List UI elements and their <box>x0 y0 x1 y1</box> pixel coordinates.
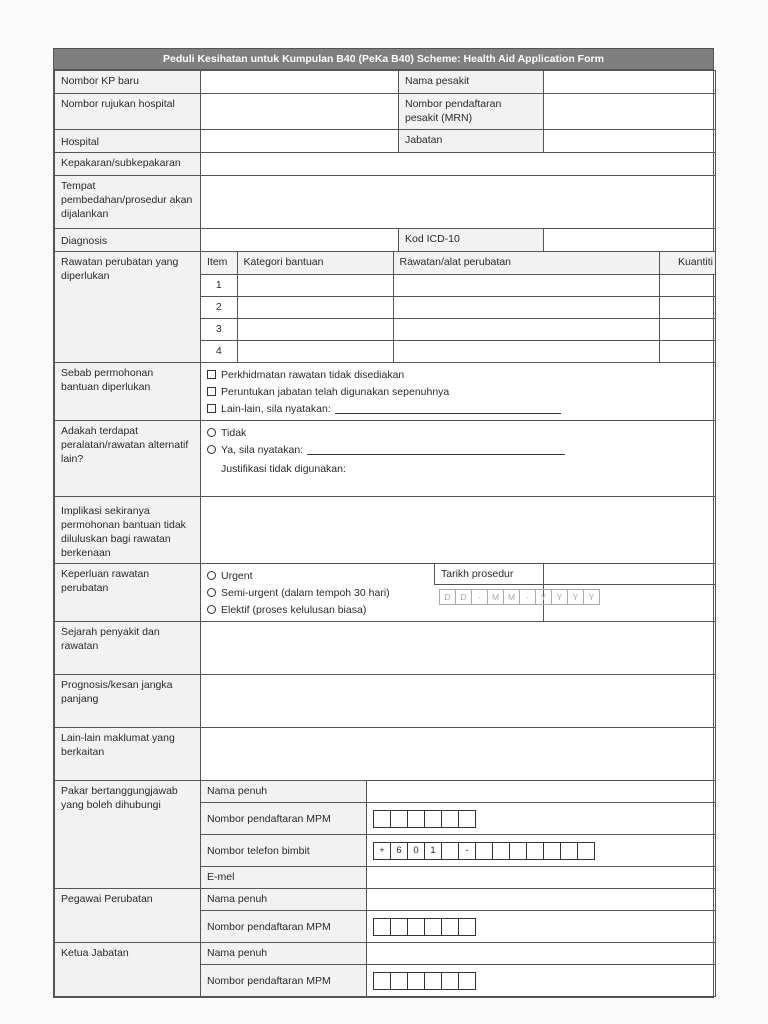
pakar-nama-label: Nama penuh <box>201 781 367 803</box>
option-label: Elektif (proses kelulusan biasa) <box>221 603 367 616</box>
mpm-box[interactable] <box>458 810 476 828</box>
date-box[interactable]: Y <box>535 589 552 605</box>
date-box[interactable]: M <box>503 589 520 605</box>
pakar-emel-field[interactable] <box>367 867 716 889</box>
mpm-box[interactable] <box>424 972 442 990</box>
checkbox-icon[interactable] <box>207 387 216 396</box>
date-box[interactable]: M <box>487 589 504 605</box>
rawatan-field[interactable] <box>393 318 659 340</box>
pegawai-mpm-label: Nombor pendaftaran MPM <box>201 911 367 943</box>
date-box[interactable]: Y <box>583 589 600 605</box>
sebab-option-3[interactable] <box>207 400 709 417</box>
nombor-pendaftaran-field[interactable] <box>544 94 716 130</box>
pegawai-nama-field[interactable] <box>367 889 716 911</box>
rawatan-field[interactable] <box>393 274 659 296</box>
mpm-boxes[interactable] <box>373 918 709 936</box>
mpm-boxes[interactable] <box>373 972 709 990</box>
alternatif-other-line[interactable] <box>307 444 565 455</box>
sebab-options <box>201 363 716 421</box>
kepakaran-label: Kepakaran/subkepakaran <box>55 153 201 176</box>
phone-box[interactable] <box>475 842 493 860</box>
rawatan-table <box>201 252 716 362</box>
alternatif-label: Adakah terdapat peralatan/rawatan alternatif lain? <box>55 421 201 497</box>
option-label: Urgent <box>221 569 253 582</box>
form-title: Peduli Kesihatan untuk Kumpulan B40 (PeKa B40) Scheme: Health Aid Application Form <box>54 49 713 70</box>
pakar-telefon-label: Nombor telefon bimbit <box>201 835 367 867</box>
sebab-option-2[interactable] <box>207 383 709 400</box>
option-label: Tidak <box>221 426 247 439</box>
mpm-box[interactable] <box>458 918 476 936</box>
phone-box: + <box>373 842 391 860</box>
mpm-box[interactable] <box>390 972 408 990</box>
phone-box[interactable] <box>526 842 544 860</box>
rawatan-header-row <box>201 252 716 274</box>
implikasi-label: Implikasi sekiranya permohonan bantuan tidak diluluskan bagi rawatan berkenaan <box>55 497 201 564</box>
rawatan-header-kategori: Kategori bantuan <box>237 252 393 274</box>
mpm-box[interactable] <box>390 918 408 936</box>
mpm-box[interactable] <box>373 972 391 990</box>
item-number: 3 <box>201 318 237 340</box>
rawatan-field[interactable] <box>393 296 659 318</box>
kuantiti-field[interactable] <box>659 274 716 296</box>
alternatif-option-tidak[interactable] <box>207 424 709 441</box>
item-number: 2 <box>201 296 237 318</box>
date-box[interactable]: Y <box>567 589 584 605</box>
table-row <box>201 296 716 318</box>
alternatif-option-ya[interactable] <box>207 441 709 458</box>
ketua-nama-label: Nama penuh <box>201 943 367 965</box>
table-row <box>201 340 716 362</box>
keperluan-label: Keperluan rawatan perubatan <box>55 564 201 622</box>
radio-icon[interactable] <box>207 605 216 614</box>
pegawai-label: Pegawai Perubatan <box>55 889 201 943</box>
pegawai-nama-label: Nama penuh <box>201 889 367 911</box>
pakar-nama-field[interactable] <box>367 781 716 803</box>
kod-icd-label: Kod ICD-10 <box>399 229 544 252</box>
tempat-label: Tempat pembedahan/prosedur akan dijalankan <box>55 176 201 229</box>
kategori-field[interactable] <box>237 318 393 340</box>
rawatan-header-item: Item <box>201 252 237 274</box>
item-number: 4 <box>201 340 237 362</box>
radio-icon[interactable] <box>207 428 216 437</box>
sebab-other-line[interactable] <box>335 403 561 414</box>
option-label: Ya, sila nyatakan: <box>221 443 304 456</box>
nama-pesakit-label: Nama pesakit <box>399 71 544 94</box>
jabatan-label: Jabatan <box>399 130 544 153</box>
justifikasi-label: Justifikasi tidak digunakan: <box>221 463 346 475</box>
radio-icon[interactable] <box>207 571 216 580</box>
rawatan-field[interactable] <box>393 340 659 362</box>
sebab-label: Sebab permohonan bantuan diperlukan <box>55 363 201 421</box>
lainlain-label: Lain-lain maklumat yang berkaitan <box>55 728 201 781</box>
phone-box: 6 <box>390 842 408 860</box>
prognosis-field[interactable] <box>201 675 716 728</box>
pakar-mpm-field[interactable] <box>367 803 716 835</box>
pakar-label: Pakar bertanggungjawab yang boleh dihubungi <box>55 781 201 889</box>
nombor-pendaftaran-label: Nombor pendaftaran pesakit (MRN) <box>399 94 544 130</box>
phone-box: 0 <box>407 842 425 860</box>
table-row <box>201 274 716 296</box>
rawatan-cell <box>201 252 716 363</box>
hospital-field[interactable] <box>201 130 399 153</box>
application-form <box>53 48 714 998</box>
option-label: Semi-urgent (dalam tempoh 30 hari) <box>221 586 390 599</box>
rawatan-header-rawatan: Rawatan/alat perubatan <box>393 252 659 274</box>
nombor-kp-label: Nombor KP baru <box>55 71 201 94</box>
mpm-box[interactable] <box>407 972 425 990</box>
table-row <box>201 318 716 340</box>
prognosis-label: Prognosis/kesan jangka panjang <box>55 675 201 728</box>
jabatan-field[interactable] <box>544 130 716 153</box>
nombor-rujukan-label: Nombor rujukan hospital <box>55 94 201 130</box>
mpm-box[interactable] <box>407 918 425 936</box>
ketua-label: Ketua Jabatan <box>55 943 201 997</box>
telefon-boxes[interactable] <box>373 842 709 860</box>
implikasi-field[interactable] <box>201 497 716 564</box>
kepakaran-field[interactable] <box>201 153 716 176</box>
tarikh-boxes[interactable] <box>439 589 715 605</box>
phone-box[interactable] <box>560 842 578 860</box>
radio-icon[interactable] <box>207 588 216 597</box>
pakar-mpm-label: Nombor pendaftaran MPM <box>201 803 367 835</box>
date-box[interactable]: D <box>439 589 456 605</box>
mpm-box[interactable] <box>441 972 459 990</box>
mpm-box[interactable] <box>390 810 408 828</box>
phone-box[interactable] <box>543 842 561 860</box>
kuantiti-field[interactable] <box>659 340 716 362</box>
ketua-mpm-field[interactable] <box>367 965 716 997</box>
phone-box: 1 <box>424 842 442 860</box>
mpm-box[interactable] <box>373 810 391 828</box>
mpm-box[interactable] <box>458 972 476 990</box>
nombor-rujukan-field[interactable] <box>201 94 399 130</box>
kategori-field[interactable] <box>237 296 393 318</box>
phone-box: - <box>458 842 476 860</box>
date-box: - <box>471 589 488 605</box>
pakar-emel-label: E-mel <box>201 867 367 889</box>
mpm-box[interactable] <box>373 918 391 936</box>
item-number: 1 <box>201 274 237 296</box>
date-box[interactable]: Y <box>551 589 568 605</box>
tarikh-cell <box>441 564 716 622</box>
mpm-box[interactable] <box>407 810 425 828</box>
hospital-label: Hospital <box>55 130 201 153</box>
kuantiti-field[interactable] <box>659 296 716 318</box>
form-table <box>54 70 716 997</box>
tarikh-label: Tarikh prosedur <box>434 564 715 585</box>
lainlain-field[interactable] <box>201 728 716 781</box>
ketua-nama-field[interactable] <box>367 943 716 965</box>
phone-box[interactable] <box>441 842 459 860</box>
alternatif-options <box>201 421 716 497</box>
checkbox-icon[interactable] <box>207 370 216 379</box>
mpm-boxes[interactable] <box>373 810 709 828</box>
diagnosis-field[interactable] <box>201 229 399 252</box>
date-box: - <box>519 589 536 605</box>
pakar-telefon-field[interactable] <box>367 835 716 867</box>
tempat-field[interactable] <box>201 176 716 229</box>
date-box[interactable]: D <box>455 589 472 605</box>
mpm-box[interactable] <box>424 918 442 936</box>
phone-box[interactable] <box>509 842 527 860</box>
sejarah-field[interactable] <box>201 622 716 675</box>
sebab-option-1[interactable] <box>207 366 709 383</box>
nama-pesakit-field[interactable] <box>544 71 716 94</box>
mpm-box[interactable] <box>441 918 459 936</box>
checkbox-icon[interactable] <box>207 404 216 413</box>
phone-box[interactable] <box>492 842 510 860</box>
mpm-box[interactable] <box>424 810 442 828</box>
nombor-kp-field[interactable] <box>201 71 399 94</box>
option-label: Lain-lain, sila nyatakan: <box>221 402 331 415</box>
kategori-field[interactable] <box>237 274 393 296</box>
ketua-mpm-label: Nombor pendaftaran MPM <box>201 965 367 997</box>
kategori-field[interactable] <box>237 340 393 362</box>
option-label: Perkhidmatan rawatan tidak disediakan <box>221 368 405 381</box>
mpm-box[interactable] <box>441 810 459 828</box>
rawatan-header-kuantiti: Kuantiti <box>659 252 716 274</box>
rawatan-label: Rawatan perubatan yang diperlukan <box>55 252 201 363</box>
kuantiti-field[interactable] <box>659 318 716 340</box>
diagnosis-label: Diagnosis <box>55 229 201 252</box>
kod-icd-field[interactable] <box>544 229 716 252</box>
radio-icon[interactable] <box>207 445 216 454</box>
sejarah-label: Sejarah penyakit dan rawatan <box>55 622 201 675</box>
phone-box[interactable] <box>577 842 595 860</box>
option-label: Peruntukan jabatan telah digunakan sepenuhnya <box>221 385 450 398</box>
pegawai-mpm-field[interactable] <box>367 911 716 943</box>
